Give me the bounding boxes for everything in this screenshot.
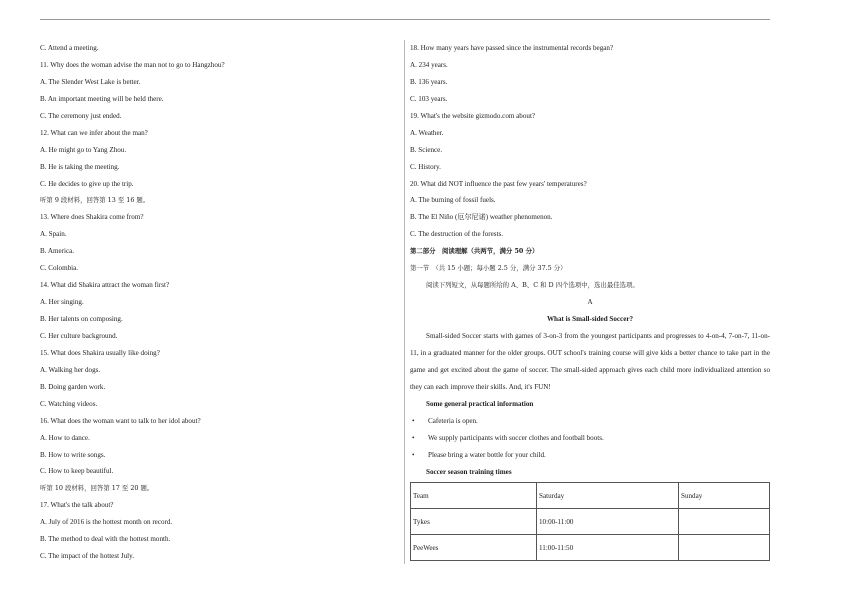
column-divider <box>404 40 405 564</box>
info-heading: Some general practical information <box>426 399 534 408</box>
question-line: A. Weather. <box>410 128 444 137</box>
question-line: C. The impact of the hottest July. <box>40 552 134 561</box>
table-header-row <box>411 483 770 509</box>
question-line: B. The El Niño (厄尔尼诺) weather phenomenon. <box>410 213 553 222</box>
table-cell <box>679 535 770 561</box>
table-cell: 10:00-11:00 <box>537 509 679 535</box>
bullet-text: We supply participants with soccer clothes and football boots. <box>428 433 604 442</box>
passage-line: chance to take part in the game and get excited about the game of soccer. The small-sided approach gives each <box>410 348 770 374</box>
question-line: B. How to write songs. <box>40 450 106 459</box>
passage-line: 7-on-7, 11-on-11, in a graduated manner for the older groups. OUT school's training course will give kids a better <box>410 331 770 357</box>
right-column <box>410 40 770 561</box>
left-column <box>40 40 395 565</box>
question-line: A. Spain. <box>40 230 67 239</box>
question-line: A. 234 years. <box>410 60 448 69</box>
question-line: C. The destruction of the forests. <box>410 230 504 239</box>
table-cell <box>679 509 770 535</box>
table-header-cell: Sunday <box>679 483 770 509</box>
question-line: C. Colombia. <box>40 264 79 273</box>
question-line: B. America. <box>40 247 75 256</box>
question-line: 12. What can we infer about the man? <box>40 128 148 137</box>
listening-instruction: 听第 10 段材料，回答第 17 至 20 题。 <box>40 484 154 493</box>
question-line: C. History. <box>410 162 441 171</box>
question-line: C. He decides to give up the trip. <box>40 179 134 188</box>
header-rule <box>40 19 770 20</box>
question-line: B. An important meeting will be held there. <box>40 94 164 103</box>
passage-title: What is Small-sided Soccer? <box>546 315 634 323</box>
bullet-text: Please bring a water bottle for your child. <box>428 450 546 459</box>
question-line: 17. What's the talk about? <box>40 501 114 510</box>
question-line: 16. What does the woman want to talk to her idol about? <box>40 416 201 425</box>
question-line: 14. What did Shakira attract the woman first? <box>40 281 170 290</box>
subsection-heading: 第一节 （共 15 小题；每小题 2.5 分，满分 37.5 分） <box>410 264 567 273</box>
question-line: 20. What did NOT influence the past few years' temperatures? <box>410 179 587 188</box>
question-line: C. Watching videos. <box>40 399 98 408</box>
question-line: C. How to keep beautiful. <box>40 467 114 476</box>
question-line: B. Her talents on composing. <box>40 315 123 323</box>
passage-letter: A <box>587 298 593 307</box>
question-line: A. The burning of fossil fuels. <box>410 196 496 205</box>
table-cell: 11:00-11:50 <box>537 535 679 561</box>
question-line: 15. What does Shakira usually like doing? <box>40 348 160 357</box>
passage-line: child more individualized attention so they can each improve their skills. And, it's FUN! <box>410 365 770 391</box>
bullet-item <box>410 430 770 447</box>
question-line: A. July of 2016 is the hottest month on record. <box>40 518 173 527</box>
table-heading: Soccer season training times <box>426 467 512 476</box>
passage-line: Small-sided Soccer starts with games of 3-on-3 from the youngest participants and progresses to 4-on-4, <box>426 331 727 340</box>
question-line: B. Science. <box>410 145 443 154</box>
bullet-item <box>410 447 770 464</box>
question-line: A. Walking her dogs. <box>40 365 101 374</box>
question-line: B. 136 years. <box>410 77 448 86</box>
question-line: C. 103 years. <box>410 94 448 103</box>
question-line: A. He might go to Yang Zhou. <box>40 145 127 154</box>
passage-paragraph <box>410 328 770 396</box>
table-header-cell: Team <box>411 483 537 509</box>
table-cell: PeeWees <box>411 535 537 561</box>
question-line: A. How to dance. <box>40 433 90 442</box>
table-row <box>411 535 770 561</box>
question-line: A. The Slender West Lake is better. <box>40 77 141 86</box>
question-line: C. Her culture background. <box>40 331 118 340</box>
section-heading: 第二部分 阅读理解（共两节，满分 50 分） <box>410 247 539 256</box>
table-row <box>411 509 770 535</box>
question-line: 19. What's the website gizmodo.com about? <box>410 111 536 120</box>
question-line: B. Doing garden work. <box>40 382 106 391</box>
bullet-icon: • <box>412 450 415 459</box>
question-line: A. Her singing. <box>40 298 84 307</box>
question-line: C. The ceremony just ended. <box>40 111 122 120</box>
question-line: B. He is taking the meeting. <box>40 162 120 171</box>
question-line: 13. Where does Shakira come from? <box>40 213 144 222</box>
question-line: B. The method to deal with the hottest month. <box>40 535 171 544</box>
bullet-icon: • <box>412 416 415 425</box>
bullet-text: Cafeteria is open. <box>428 416 478 425</box>
training-times-table <box>410 482 770 561</box>
listening-instruction: 听第 9 段材料，回答第 13 至 16 题。 <box>40 196 150 205</box>
table-cell: Tykes <box>411 509 537 535</box>
bullet-item <box>410 413 770 430</box>
question-line: 18. How many years have passed since the instrumental records began? <box>410 44 614 52</box>
bullet-icon: • <box>412 433 415 442</box>
question-line: C. Attend a meeting. <box>40 44 99 52</box>
reading-instruction: 阅读下列短文，从每题所给的 A、B、C 和 D 四个选项中，选出最佳选项。 <box>426 281 639 290</box>
table-header-cell: Saturday <box>537 483 679 509</box>
question-line: 11. Why does the woman advise the man not to go to Hangzhou? <box>40 60 225 69</box>
